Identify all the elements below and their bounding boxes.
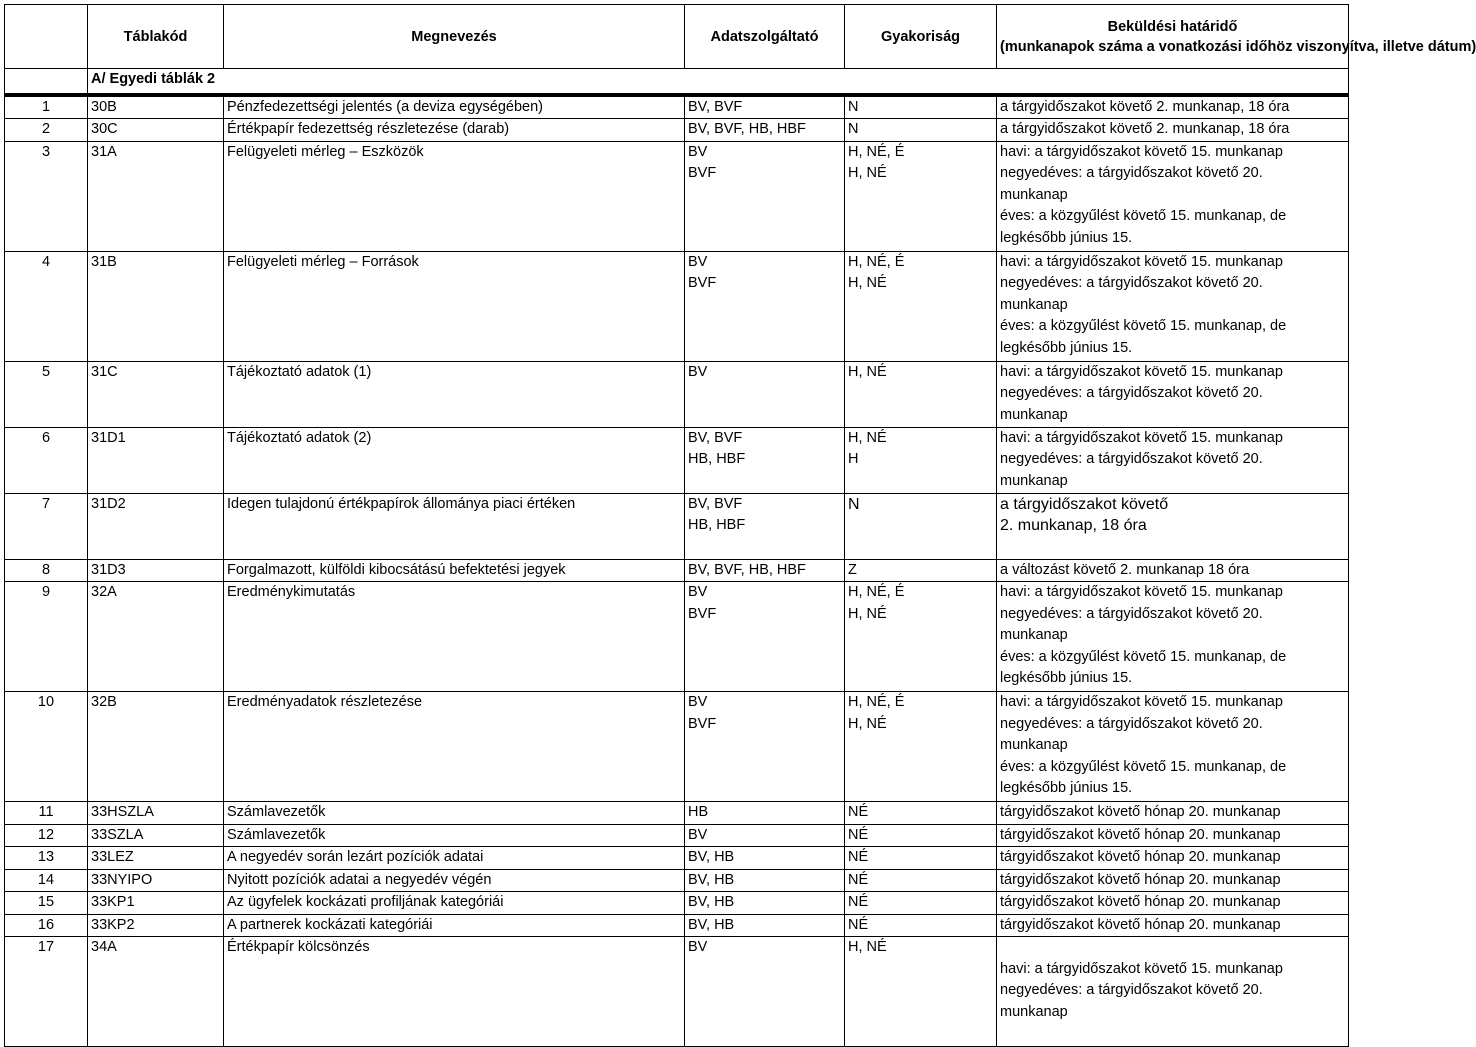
table-row — [5, 847, 1349, 870]
provider-cell — [685, 847, 845, 870]
provider-cell-line: HB, HBF — [688, 451, 746, 467]
provider-cell-line: BV — [688, 584, 708, 600]
provider-cell-line: BV, BVF, HB, HBF — [688, 561, 806, 578]
table-name: Tájékoztató adatok (1) — [224, 361, 685, 427]
provider-cell — [685, 95, 845, 119]
deadline-cell-line: munkanap — [1000, 737, 1068, 753]
provider-cell-line: BV — [688, 253, 708, 270]
row-number: 3 — [5, 141, 88, 251]
frequency-cell — [845, 692, 997, 802]
deadline-cell — [997, 824, 1349, 847]
row-number: 7 — [5, 493, 88, 559]
row-number: 5 — [5, 361, 88, 427]
provider-cell — [685, 914, 845, 937]
table-code: 33HSZLA — [88, 802, 224, 825]
deadline-cell-line: havi: a tárgyidőszakot követő 15. munkanap — [1000, 694, 1283, 710]
deadline-cell — [997, 251, 1349, 361]
deadline-cell-line: munkanap — [1000, 1003, 1068, 1020]
deadline-cell — [997, 119, 1349, 142]
section-label: A/ Egyedi táblák 2 — [88, 69, 1349, 95]
provider-cell-line: BVF — [688, 715, 717, 732]
header-table-code: Táblakód — [88, 5, 224, 69]
table-code: 32B — [88, 692, 224, 802]
row-number: 15 — [5, 892, 88, 915]
frequency-cell — [845, 251, 997, 361]
table-code: 31C — [88, 361, 224, 427]
table-name: Számlavezetők — [224, 802, 685, 825]
header-row — [5, 5, 1349, 69]
deadline-cell — [997, 692, 1349, 802]
deadline-cell — [997, 427, 1349, 493]
table-name: A negyedév során lezárt pozíciók adatai — [224, 847, 685, 870]
provider-cell-line: BVF — [688, 275, 717, 291]
row-number: 2 — [5, 119, 88, 142]
header-frequency: Gyakoriság — [845, 5, 997, 69]
table-row — [5, 559, 1349, 582]
deadline-cell-line: legkésőbb június 15. — [1000, 339, 1133, 356]
frequency-cell — [845, 119, 997, 142]
provider-cell — [685, 427, 845, 493]
section-num-cell — [5, 69, 88, 95]
table-name: Felügyeleti mérleg – Források — [224, 251, 685, 361]
table-code: 30B — [88, 95, 224, 119]
provider-cell-line: BVF — [688, 165, 717, 181]
table-row — [5, 119, 1349, 142]
deadline-cell-line: éves: a közgyűlést követő 15. munkanap, de — [1000, 648, 1287, 665]
provider-cell — [685, 119, 845, 142]
row-number: 17 — [5, 937, 88, 1047]
provider-cell — [685, 892, 845, 915]
deadline-cell-line: havi: a tárgyidőszakot követő 15. munkanap — [1000, 584, 1283, 600]
row-number: 4 — [5, 251, 88, 361]
table-code: 32A — [88, 582, 224, 692]
provider-cell-line: BV — [688, 826, 708, 843]
table-name: Idegen tulajdonú értékpapírok állománya piaci értéken — [224, 493, 685, 559]
frequency-cell-line: H, NÉ — [848, 939, 887, 955]
deadline-cell-line: munkanap — [1000, 627, 1068, 643]
frequency-cell-line: N — [848, 98, 859, 115]
provider-cell-line: BV — [688, 694, 708, 710]
frequency-cell-line: H, NÉ, É — [848, 143, 905, 160]
deadline-cell-line: tárgyidőszakot követő hónap 20. munkanap — [1000, 826, 1281, 843]
provider-cell-line: HB — [688, 804, 709, 820]
row-number: 11 — [5, 802, 88, 825]
table-row — [5, 427, 1349, 493]
row-number: 14 — [5, 869, 88, 892]
deadline-cell-line: havi: a tárgyidőszakot követő 15. munkanap — [1000, 960, 1283, 977]
table-code: 31D1 — [88, 427, 224, 493]
provider-cell-line: HB, HBF — [688, 517, 746, 533]
deadline-cell-line: legkésőbb június 15. — [1000, 780, 1133, 796]
table-name: Tájékoztató adatok (2) — [224, 427, 685, 493]
table-code: 33LEZ — [88, 847, 224, 870]
frequency-cell — [845, 847, 997, 870]
table-name: Értékpapír fedezettség részletezése (darab) — [224, 119, 685, 142]
deadline-cell-line: tárgyidőszakot követő hónap 20. munkanap — [1000, 894, 1281, 910]
deadline-cell — [997, 141, 1349, 251]
provider-cell-line: BV — [688, 363, 708, 380]
header-deadline-subtitle: (munkanapok száma a vonatkozási időhöz viszonyítva, illetve dátum) — [1000, 38, 1476, 55]
provider-cell — [685, 141, 845, 251]
deadline-cell-line: 2. munkanap, 18 óra — [1000, 517, 1147, 534]
table-row — [5, 892, 1349, 915]
deadline-cell-line — [1000, 937, 1345, 959]
frequency-cell-line: H, NÉ — [848, 715, 887, 732]
table-code: 30C — [88, 119, 224, 142]
deadline-cell-line: tárgyidőszakot követő hónap 20. munkanap — [1000, 916, 1281, 933]
frequency-cell-line: N — [848, 121, 859, 137]
table-row — [5, 869, 1349, 892]
row-number: 13 — [5, 847, 88, 870]
table-row — [5, 361, 1349, 427]
table-name: Számlavezetők — [224, 824, 685, 847]
frequency-cell-line: H, NÉ — [848, 165, 887, 181]
deadline-cell-line: tárgyidőszakot követő hónap 20. munkanap — [1000, 871, 1281, 888]
table-code: 33NYIPO — [88, 869, 224, 892]
deadline-cell-line: negyedéves: a tárgyidőszakot követő 20. — [1000, 451, 1263, 467]
table-row — [5, 937, 1349, 1047]
deadline-cell — [997, 95, 1349, 119]
provider-cell-line: BV, BVF — [688, 429, 743, 446]
frequency-cell-line: H — [848, 451, 859, 467]
table-name: Felügyeleti mérleg – Eszközök — [224, 141, 685, 251]
frequency-cell — [845, 361, 997, 427]
table-row — [5, 692, 1349, 802]
deadline-cell — [997, 869, 1349, 892]
table-code: 33SZLA — [88, 824, 224, 847]
table-name: Forgalmazott, külföldi kibocsátású befektetési jegyek — [224, 559, 685, 582]
table-code: 34A — [88, 937, 224, 1047]
deadline-cell-line: negyedéves: a tárgyidőszakot követő 20. — [1000, 165, 1263, 181]
frequency-cell-line: NÉ — [848, 849, 869, 865]
table-name: Értékpapír kölcsönzés — [224, 937, 685, 1047]
provider-cell-line: BV, HB — [688, 849, 735, 865]
deadline-cell-line: havi: a tárgyidőszakot követő 15. munkanap — [1000, 363, 1283, 380]
row-number: 9 — [5, 582, 88, 692]
table-row — [5, 802, 1349, 825]
deadline-cell-line: negyedéves: a tárgyidőszakot követő 20. — [1000, 715, 1263, 732]
deadline-cell-line: negyedéves: a tárgyidőszakot követő 20. — [1000, 982, 1263, 998]
deadline-cell-line: munkanap — [1000, 296, 1068, 313]
provider-cell-line: BV, BVF, HB, HBF — [688, 121, 806, 137]
deadline-cell-line: tárgyidőszakot követő hónap 20. munkanap — [1000, 804, 1281, 820]
provider-cell — [685, 493, 845, 559]
frequency-cell-line: H, NÉ — [848, 275, 887, 291]
provider-cell — [685, 559, 845, 582]
deadline-cell-line: negyedéves: a tárgyidőszakot követő 20. — [1000, 275, 1263, 291]
frequency-cell-line: H, NÉ, É — [848, 584, 905, 600]
provider-cell-line: BVF — [688, 605, 717, 622]
table-row — [5, 141, 1349, 251]
frequency-cell — [845, 802, 997, 825]
header-deadline — [997, 5, 1476, 69]
frequency-cell — [845, 914, 997, 937]
row-number: 1 — [5, 95, 88, 119]
table-code: 31D3 — [88, 559, 224, 582]
section-row — [5, 69, 1349, 95]
frequency-cell — [845, 95, 997, 119]
frequency-cell-line: H, NÉ — [848, 363, 887, 380]
table-name: Eredményadatok részletezése — [224, 692, 685, 802]
table-row — [5, 582, 1349, 692]
header-deadline-title: Beküldési határidő — [1107, 18, 1238, 35]
table-row — [5, 824, 1349, 847]
deadline-cell-line: a tárgyidőszakot követő — [1000, 495, 1169, 513]
provider-cell-line: BV, HB — [688, 916, 735, 933]
frequency-cell — [845, 493, 997, 559]
deadline-cell-line: a tárgyidőszakot követő 2. munkanap, 18 óra — [1000, 121, 1290, 137]
deadline-cell — [997, 582, 1349, 692]
deadline-cell-line: munkanap — [1000, 472, 1068, 489]
frequency-cell — [845, 559, 997, 582]
frequency-cell — [845, 824, 997, 847]
header-provider: Adatszolgáltató — [685, 5, 845, 69]
deadline-cell — [997, 559, 1349, 582]
table-code: 31A — [88, 141, 224, 251]
frequency-cell-line: Z — [848, 561, 857, 578]
table-row — [5, 251, 1349, 361]
table-name: Eredménykimutatás — [224, 582, 685, 692]
row-number: 8 — [5, 559, 88, 582]
table-row — [5, 493, 1349, 559]
provider-cell — [685, 802, 845, 825]
frequency-cell — [845, 937, 997, 1047]
deadline-cell — [997, 361, 1349, 427]
deadline-cell-line: éves: a közgyűlést követő 15. munkanap, de — [1000, 758, 1287, 775]
deadline-cell — [997, 914, 1349, 937]
deadline-cell-line: éves: a közgyűlést követő 15. munkanap, de — [1000, 208, 1287, 224]
frequency-cell — [845, 582, 997, 692]
provider-cell — [685, 937, 845, 1047]
provider-cell — [685, 251, 845, 361]
frequency-cell — [845, 892, 997, 915]
deadline-cell — [997, 493, 1349, 559]
document-page — [4, 4, 1476, 1047]
report-table — [4, 4, 1476, 1047]
frequency-cell-line: H, NÉ — [848, 605, 887, 622]
provider-cell — [685, 824, 845, 847]
table-name: Nyitott pozíciók adatai a negyedév végén — [224, 869, 685, 892]
table-code: 33KP2 — [88, 914, 224, 937]
frequency-cell-line: NÉ — [848, 804, 869, 820]
provider-cell-line: BV, HB — [688, 871, 735, 888]
row-number: 12 — [5, 824, 88, 847]
deadline-cell — [997, 937, 1349, 1047]
deadline-cell — [997, 847, 1349, 870]
frequency-cell-line: H, NÉ, É — [848, 253, 905, 270]
frequency-cell — [845, 869, 997, 892]
deadline-cell-line: havi: a tárgyidőszakot követő 15. munkanap — [1000, 253, 1283, 270]
table-name: A partnerek kockázati kategóriái — [224, 914, 685, 937]
deadline-cell-line: legkésőbb június 15. — [1000, 670, 1133, 686]
frequency-cell — [845, 427, 997, 493]
provider-cell-line: BV — [688, 939, 708, 955]
frequency-cell-line: NÉ — [848, 916, 869, 933]
deadline-cell-line: éves: a közgyűlést követő 15. munkanap, de — [1000, 318, 1287, 334]
deadline-cell-line: havi: a tárgyidőszakot követő 15. munkanap — [1000, 429, 1283, 446]
table-code: 33KP1 — [88, 892, 224, 915]
table-row — [5, 914, 1349, 937]
frequency-cell-line: H, NÉ — [848, 429, 887, 446]
frequency-cell-line: NÉ — [848, 894, 869, 910]
table-row — [5, 95, 1349, 119]
provider-cell-line: BV, BVF — [688, 495, 743, 512]
deadline-cell-line: havi: a tárgyidőszakot követő 15. munkanap — [1000, 143, 1283, 160]
frequency-cell — [845, 141, 997, 251]
table-name: Az ügyfelek kockázati profiljának kategóriái — [224, 892, 685, 915]
frequency-cell-line: H, NÉ, É — [848, 694, 905, 710]
deadline-cell-line: negyedéves: a tárgyidőszakot követő 20. — [1000, 385, 1263, 401]
header-name: Megnevezés — [224, 5, 685, 69]
provider-cell — [685, 582, 845, 692]
row-number: 16 — [5, 914, 88, 937]
frequency-cell-line: NÉ — [848, 826, 869, 843]
deadline-cell-line: a tárgyidőszakot követő 2. munkanap, 18 óra — [1000, 98, 1290, 115]
header-num — [5, 5, 88, 69]
provider-cell-line: BV, BVF — [688, 98, 743, 115]
deadline-cell-line: a változást követő 2. munkanap 18 óra — [1000, 561, 1250, 578]
frequency-cell-line: NÉ — [848, 871, 869, 888]
deadline-cell-line: legkésőbb június 15. — [1000, 229, 1133, 246]
deadline-cell-line: tárgyidőszakot követő hónap 20. munkanap — [1000, 849, 1281, 865]
provider-cell-line: BV, HB — [688, 894, 735, 910]
frequency-cell-line: N — [848, 495, 860, 513]
table-name: Pénzfedezettségi jelentés (a deviza egységében) — [224, 95, 685, 119]
provider-cell — [685, 692, 845, 802]
provider-cell — [685, 869, 845, 892]
deadline-cell — [997, 802, 1349, 825]
table-code: 31D2 — [88, 493, 224, 559]
table-code: 31B — [88, 251, 224, 361]
provider-cell — [685, 361, 845, 427]
provider-cell-line: BV — [688, 143, 708, 160]
deadline-cell — [997, 892, 1349, 915]
deadline-cell-line: munkanap — [1000, 186, 1068, 203]
deadline-cell-line: munkanap — [1000, 406, 1068, 423]
row-number: 6 — [5, 427, 88, 493]
row-number: 10 — [5, 692, 88, 802]
deadline-cell-line: negyedéves: a tárgyidőszakot követő 20. — [1000, 605, 1263, 622]
